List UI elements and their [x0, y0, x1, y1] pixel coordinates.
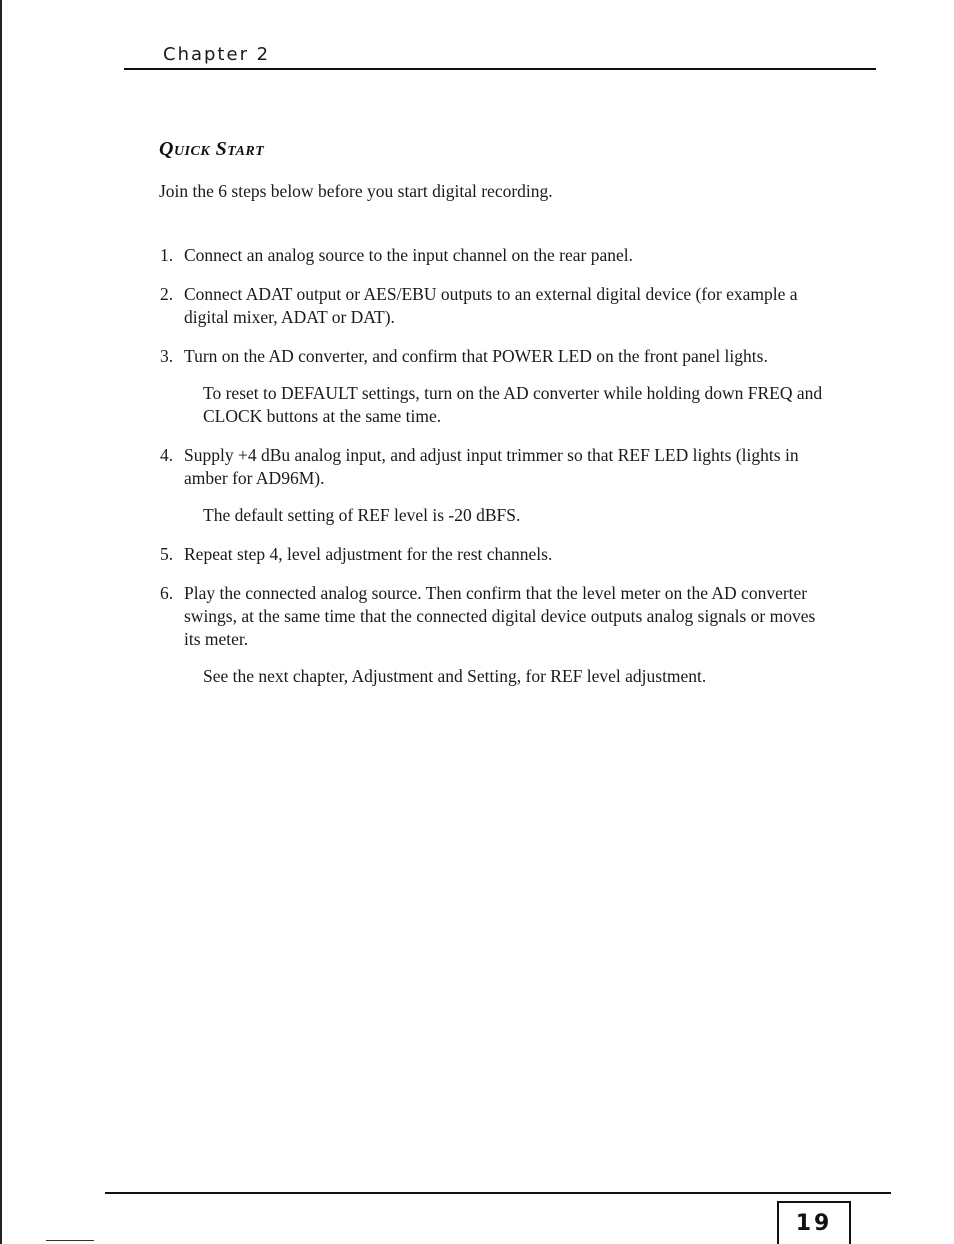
- step-1: [160, 244, 840, 267]
- step-6: [160, 582, 824, 688]
- page-left-edge: [0, 0, 2, 1244]
- section-title: Quick Start: [159, 138, 265, 160]
- step-number: 3.: [160, 346, 174, 366]
- step-4: [160, 444, 824, 527]
- header-rule: [124, 68, 876, 70]
- chapter-heading: Chapter 2: [163, 44, 271, 65]
- step-note: See the next chapter, Adjustment and Setting, for REF level adjustment.: [203, 666, 707, 686]
- step-number: 5.: [160, 544, 174, 564]
- step-text: Play the connected analog source. Then confirm that the level meter on the AD converter swings, at the same time that the connected digital device outputs analog signals or moves its meter.: [184, 583, 816, 649]
- step-text: Turn on the AD converter, and confirm that POWER LED on the front panel lights.: [184, 346, 768, 366]
- steps-list: [160, 244, 840, 704]
- intro-paragraph: Join the 6 steps below before you start digital recording.: [159, 181, 553, 201]
- step-2: [160, 283, 824, 329]
- step-text: Connect ADAT output or AES/EBU outputs to an external digital device (for example a digital mixer, ADAT or DAT).: [184, 284, 798, 327]
- step-note: The default setting of REF level is -20 dBFS.: [203, 505, 521, 525]
- step-number: 1.: [160, 245, 174, 265]
- page-number-box: [777, 1201, 851, 1244]
- step-text: Repeat step 4, level adjustment for the rest channels.: [184, 544, 553, 564]
- step-note: To reset to DEFAULT settings, turn on the AD converter while holding down FREQ and CLOCK buttons at the same time.: [203, 383, 823, 426]
- step-text: Connect an analog source to the input channel on the rear panel.: [184, 245, 634, 265]
- step-text: Supply +4 dBu analog input, and adjust input trimmer so that REF LED lights (lights in amber for AD96M).: [184, 445, 799, 488]
- page-number: 19: [795, 1211, 833, 1236]
- step-3: [160, 345, 823, 428]
- bottom-scan-mark: [46, 1240, 94, 1241]
- footer-rule: [105, 1192, 891, 1194]
- step-5: [160, 543, 840, 566]
- step-number: 2.: [160, 284, 174, 304]
- step-number: 4.: [160, 445, 174, 465]
- step-number: 6.: [160, 583, 174, 603]
